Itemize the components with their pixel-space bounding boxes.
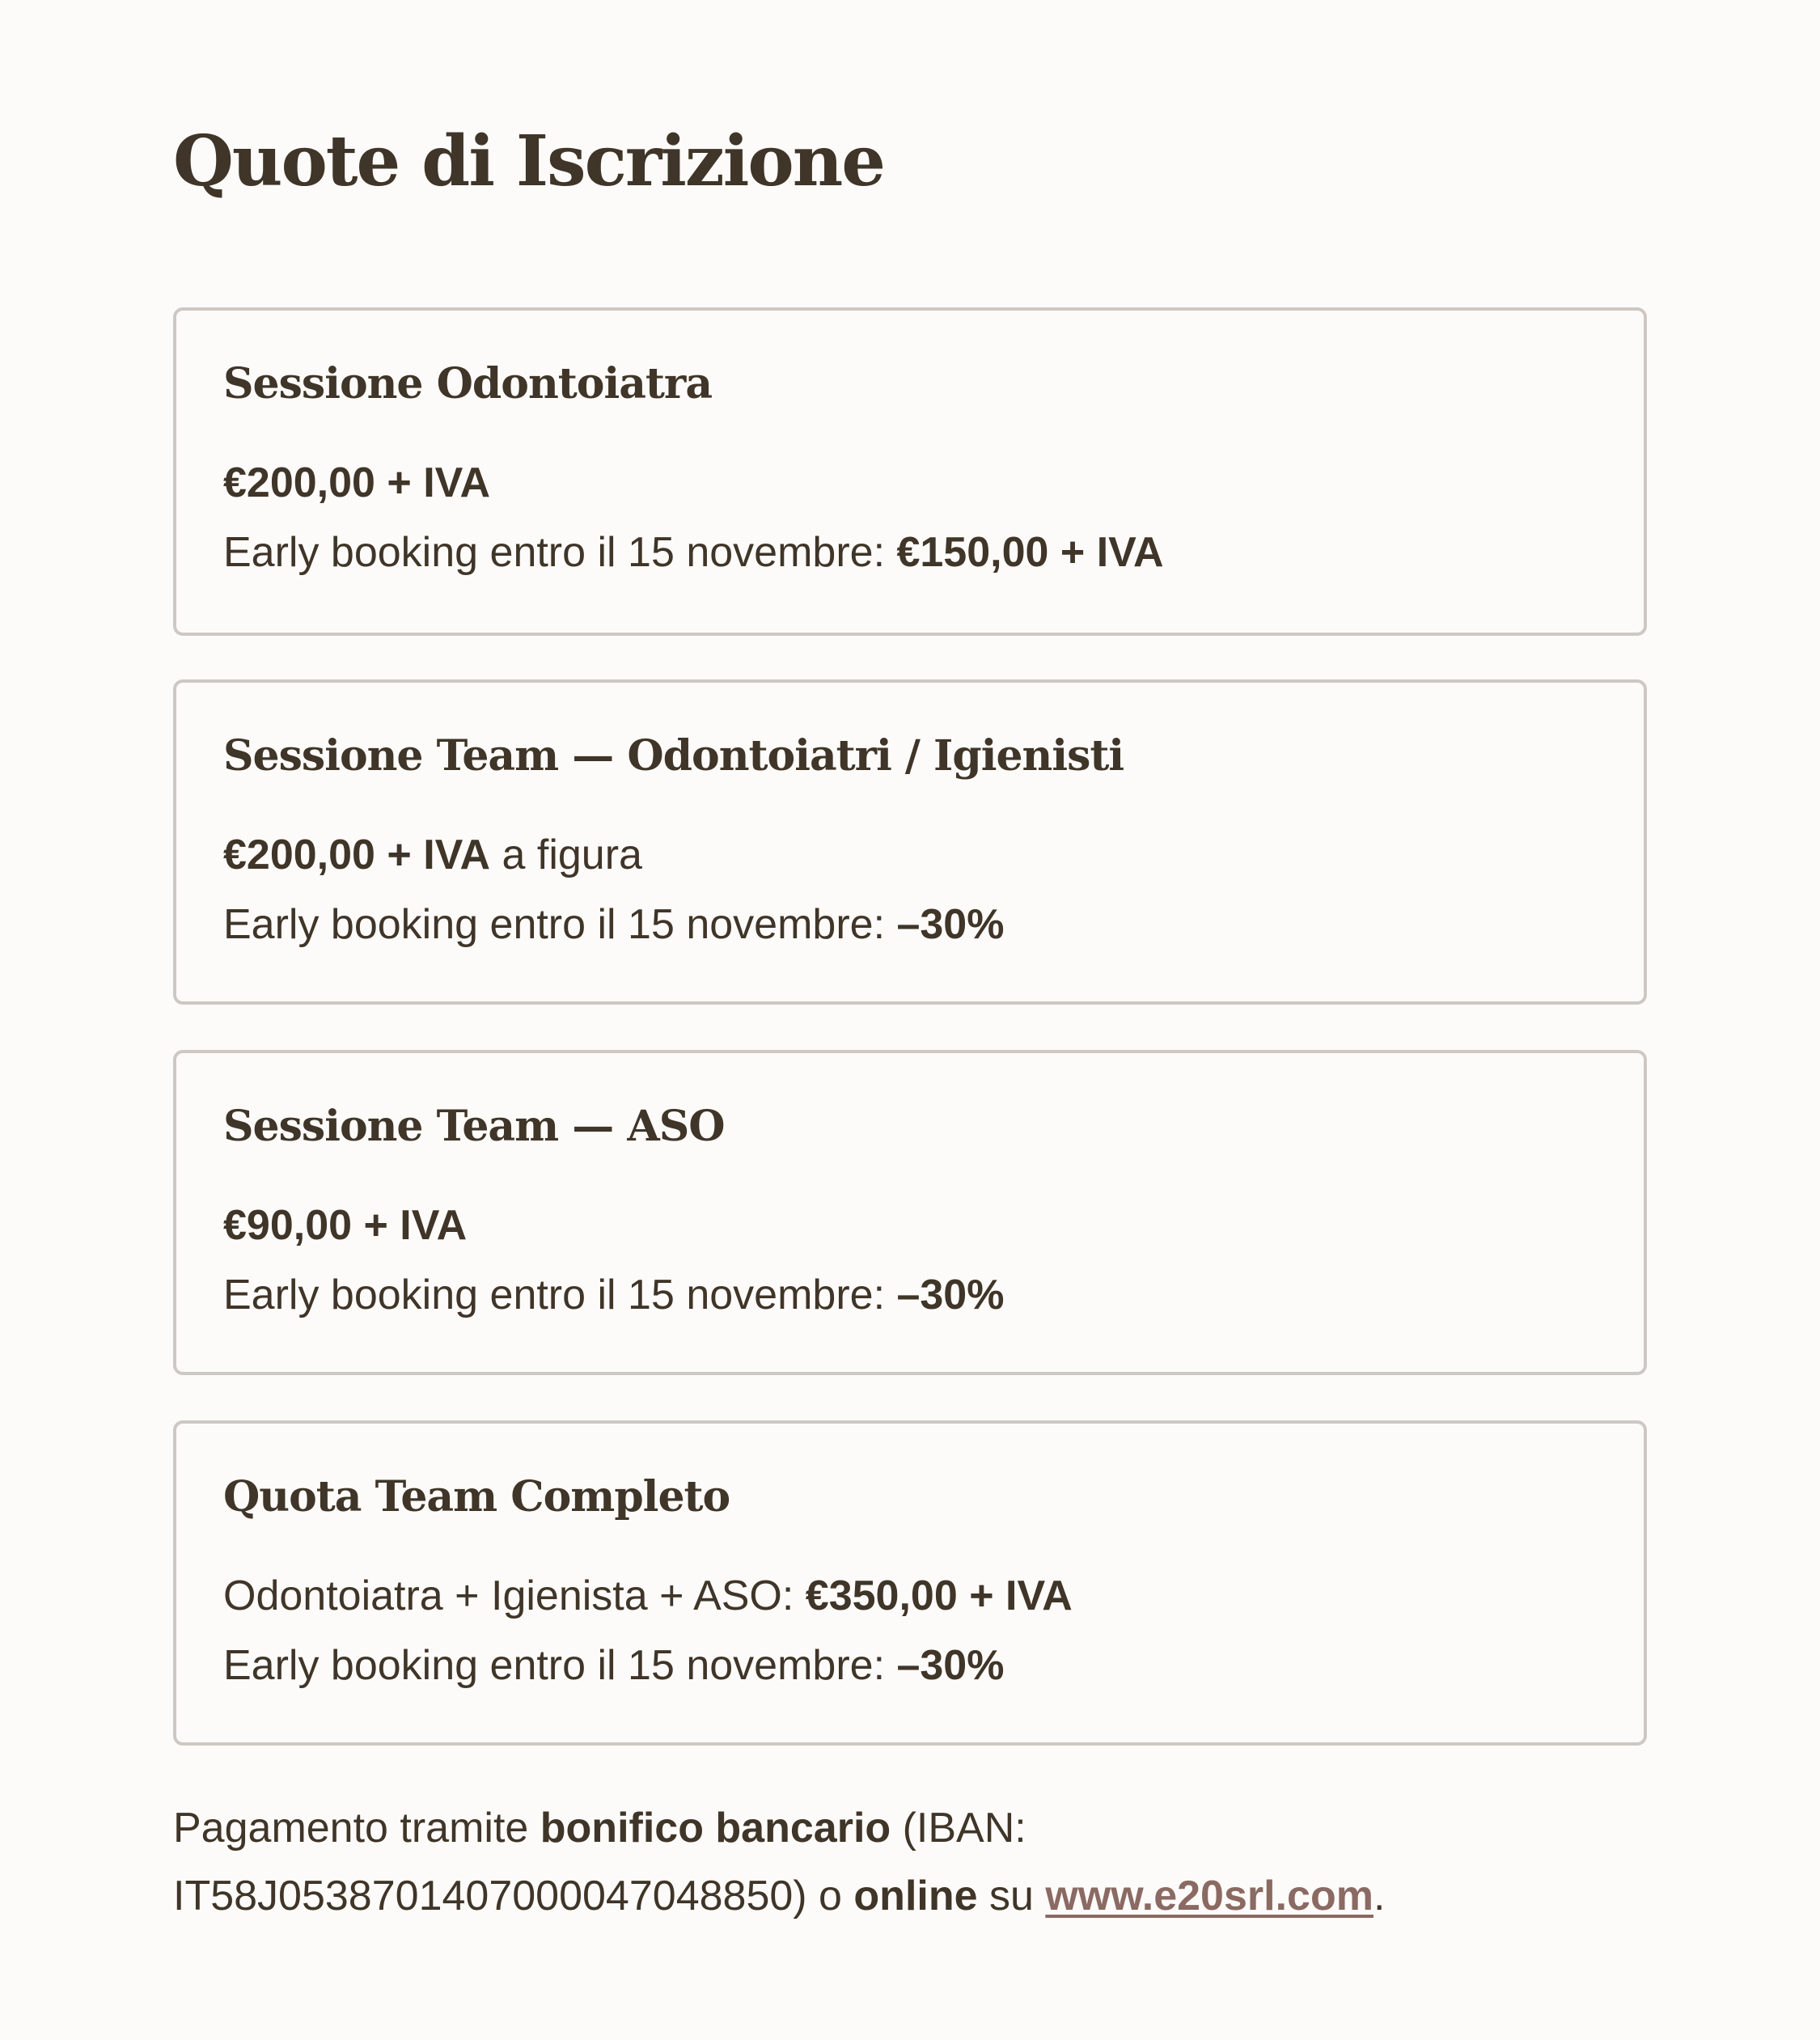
payment-text-su: su [977,1873,1046,1919]
card-heading: Sessione Team — ASO [223,1102,725,1151]
payment-method-bank: bonifico bancario [540,1805,891,1852]
early-booking-value: €150,00 + IVA [896,529,1164,576]
card-heading: Sessione Odontoiatra [223,359,713,408]
early-booking-value: –30% [896,901,1005,948]
payment-method-online: online [853,1873,978,1919]
price-value: €200,00 + IVA [223,459,491,506]
price-card-team-completo [173,1420,1647,1746]
early-booking-label: Early booking entro il 15 novembre: [223,529,897,576]
price-value: €90,00 + IVA [223,1202,468,1249]
price-line [223,1200,467,1251]
website-link[interactable]: www.e20srl.com [1045,1873,1373,1919]
early-booking-label: Early booking entro il 15 novembre: [223,1642,897,1689]
early-booking-line [223,899,1004,950]
price-card-team-aso [173,1050,1647,1375]
price-label: Odontoiatra + Igienista + ASO: [223,1572,806,1619]
card-heading: Sessione Team — Odontoiatri / Igienisti [223,731,1124,781]
early-booking-label: Early booking entro il 15 novembre: [223,1272,897,1318]
early-booking-value: –30% [896,1642,1005,1689]
price-line [223,458,490,508]
card-heading: Quota Team Completo [223,1472,730,1522]
price-line [223,830,642,880]
early-booking-line [223,527,1164,578]
early-booking-value: –30% [896,1272,1005,1318]
price-value: €200,00 + IVA [223,832,491,878]
early-booking-line [223,1640,1004,1691]
payment-text-end: . [1373,1873,1386,1919]
early-booking-line [223,1270,1004,1320]
payment-info [173,1794,1647,1930]
price-value: €350,00 + IVA [805,1572,1073,1619]
page-title: Quote di Iscrizione [173,121,885,202]
price-line [223,1571,1073,1621]
price-card-team-odontoiatri-igienisti [173,679,1647,1005]
price-unit: a figura [490,832,642,878]
payment-text: Pagamento tramite [173,1805,540,1852]
early-booking-label: Early booking entro il 15 novembre: [223,901,897,948]
iban-text: (IBAN: IT58J0538701407000047048850) o [173,1805,1026,1919]
price-card-odontoiatra [173,307,1647,636]
